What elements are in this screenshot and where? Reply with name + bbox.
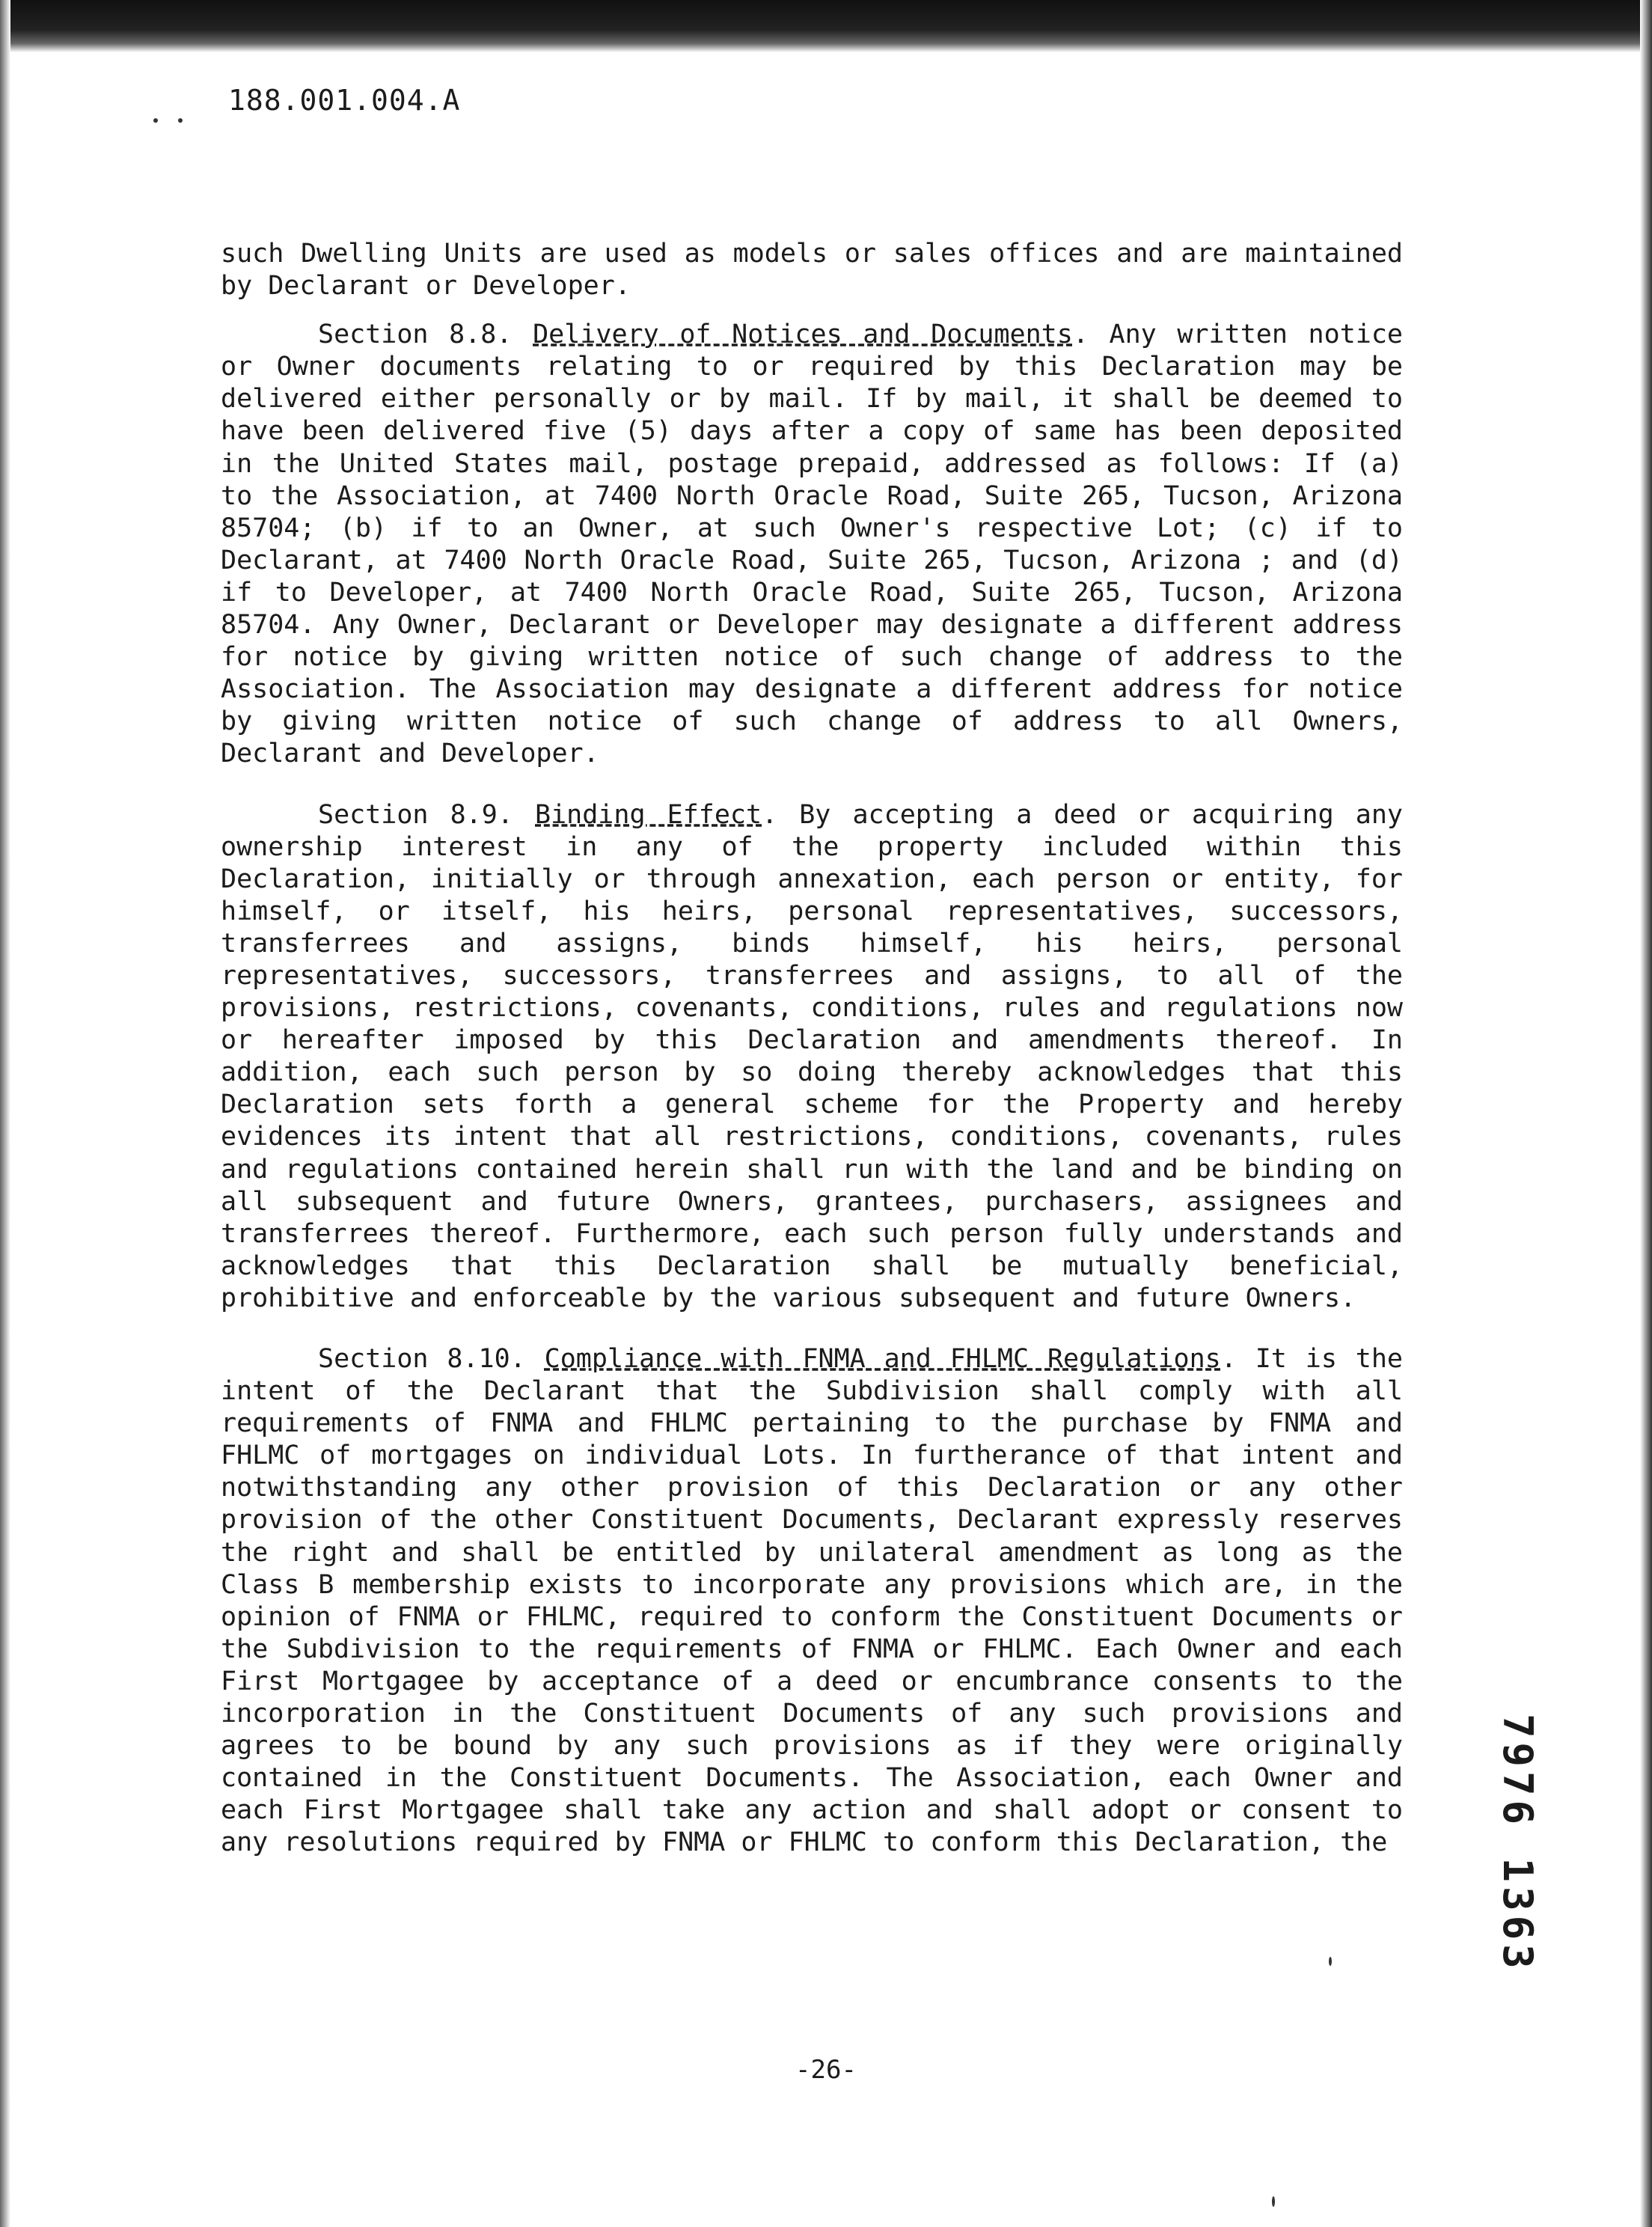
- section-8-9: [221, 799, 1403, 1316]
- recording-stamp: [1494, 1714, 1631, 2013]
- paragraph-continuation: [221, 238, 1403, 302]
- section-heading: Delivery of Notices and Documents: [533, 320, 1073, 350]
- scan-speck: [153, 118, 158, 123]
- section-label: Section 8.10.: [318, 1344, 526, 1374]
- document-id: 188.001.004.A: [228, 84, 461, 117]
- page-number: -26-: [795, 2055, 857, 2085]
- scan-speck: [1329, 1957, 1332, 1966]
- paragraph-text: such Dwelling Units are used as models or sales offices and are maintained by Declarant or Developer.: [221, 239, 1403, 302]
- section-8-10: [221, 1343, 1403, 1860]
- scan-top-edge: [0, 0, 1652, 52]
- scan-right-edge: [1640, 0, 1652, 2227]
- section-heading: Binding Effect: [535, 799, 762, 830]
- section-label: Section 8.8.: [318, 320, 513, 350]
- scan-left-edge: [0, 0, 10, 2227]
- section-heading: Compliance with FNMA and FHLMC Regulations: [544, 1344, 1221, 1374]
- document-body: [221, 238, 1403, 1888]
- section-text: . By accepting a deed or acquiring any ownership interest in any of the property included within this Declaration, initially or through annexation, each person or entity, for himself, or itself, his heirs, personal representatives, successors, transferrees and assigns, binds himself, his heirs, personal representatives, successors, transferrees and assigns, to all of the provisions, restrictions, covenants, conditions, rules and regulations now or hereafter imposed by this Declaration and amendments thereof. In addition, each such person by so doing thereby acknowledges that this Declaration sets forth a general scheme for the Property and hereby evidences its intent that all restrictions, conditions, covenants, rules and regulations contained herein shall run with the land and be binding on all subsequent and future Owners, grantees, purchasers, assignees and transferrees thereof. Furthermore, each such person fully understands and acknowledges that this Declaration shall be mutually beneficial, prohibitive and enforceable by the various subsequent and future Owners.: [221, 799, 1403, 1313]
- section-text: . It is the intent of the Declarant that the Subdivision shall comply with all requirements of FNMA and FHLMC pertaining to the purchase by FNMA and FHLMC of mortgages on individual Lots. In furtherance of that intent and notwithstanding any other provision of this Declaration or any other provision of the other Constituent Documents, Declarant expressly reserves the right and shall be entitled by unilateral amendment as long as the Class B membership exists to incorporate any provisions which are, in the opinion of FNMA or FHLMC, required to conform the Constituent Documents or the Subdivision to the requirements of FNMA or FHLMC. Each Owner and each First Mortgagee by acceptance of a deed or encumbrance consents to the incorporation in the Constituent Documents of any such provisions and agrees to be bound by any such provisions as if they were originally contained in the Constituent Documents. The Association, each Owner and each First Mortgagee shall take any action and shall adopt or consent to any resolutions required by FNMA or FHLMC to conform this Declaration, the: [221, 1344, 1404, 1858]
- section-8-8: [221, 319, 1403, 770]
- recording-stamp-text: 7976 1363: [1494, 1714, 1541, 1973]
- scan-speck: [1272, 2196, 1275, 2207]
- section-text: . Any written notice or Owner documents relating to or required by this Declaration may be delivered either personally or by mail. If by mail, it shall be deemed to have been delivered five (5) days after a copy of same has been deposited in the United States mail, postage prepaid, addressed as follows: If (a) to the Association, at 7400 North Oracle Road, Suite 265, Tucson, Arizona 85704; (b) if to an Owner, at such Owner's respective Lot; (c) if to Declarant, at 7400 North Oracle Road, Suite 265, Tucson, Arizona ; and (d) if to Developer, at 7400 North Oracle Road, Suite 265, Tucson, Arizona 85704. Any Owner, Declarant or Developer may designate a different address for notice by giving written notice of such change of address to the Association. The Association may designate a different address for notice by giving written notice of such change of address to all Owners, Declarant and Developer.: [221, 320, 1403, 769]
- section-label: Section 8.9.: [318, 799, 513, 830]
- scan-speck: [178, 118, 183, 123]
